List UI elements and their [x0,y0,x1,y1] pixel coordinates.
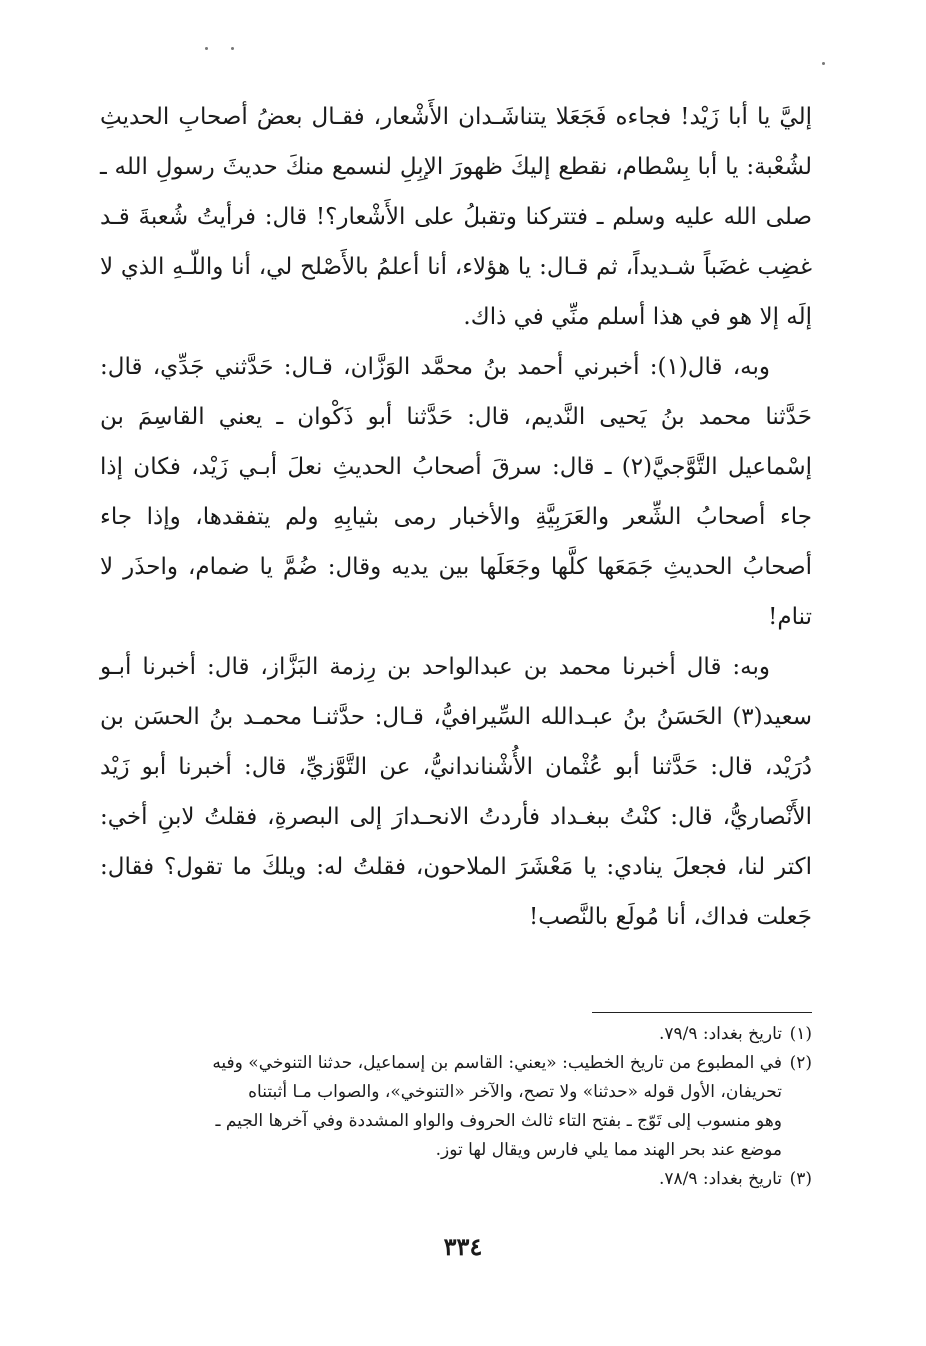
paragraph-2: وبه، قال(١): أخبرني أحمد بنُ محمَّد الوَزَّان، قـال: حَدَّثني جَدِّي، قال: حَدَّثنا محمد بنُ يَحيى النَّديم، قال: حَدَّثنا أبو ذَكْوان ـ يعني القاسِمَ بن إسْماعيل التَّوَّجيَّ(٢) ـ قال: سرقَ أصحابُ الحديثِ نعلَ أبـي زَيْد، فكان إذا جاء أصحابُ الشِّعر والعَرَبِيَّةِ والأخبار رمى بثيابِهِ ولم يتفقدها، وإذا جاء أصحابُ الحديثِ جَمَعَها كلَّها وجَعَلَها بين يديه وقال: ضُمَّ يا ضمام، واحذَر لا تنام! [100,354,812,630]
scan-speck [822,62,825,65]
footnote-number: (٢) [789,1053,812,1073]
footnote-1 [100,1020,812,1049]
footnote-3 [100,1165,812,1194]
main-text [100,92,812,942]
footnote-2-continuation: وهو منسوب إلى تَوّج ـ بفتح التاء ثالث الحروف والواو المشددة وفي آخرها الجيم ـ [215,1111,782,1131]
footnote-number: (١) [789,1024,812,1044]
footnote-number: (٣) [789,1169,812,1189]
footnotes [100,1020,812,1194]
scan-speck [231,47,234,50]
footnote-text: في المطبوع من تاريخ الخطيب: «يعني: القاسم بن إسماعيل، حدثنا التنوخي» وفيه [212,1053,782,1073]
scan-speck [205,47,208,50]
footnote-2-continuation: موضع عند بحر الهند مما يلي فارس ويقال لها توز. [435,1140,782,1160]
footnote-2-continuation: تحريفان، الأول قوله «حدثنا» ولا تصح، والآخر «التنوخي»، والصواب مـا أثبتناه [248,1082,782,1102]
footnote-separator [592,1012,812,1013]
page-number: ٣٣٤ [443,1232,483,1261]
footnote-text: تاريخ بغداد: ٧٨/٩. [658,1169,782,1189]
footnote-2 [100,1049,812,1078]
footnote-text: تاريخ بغداد: ٧٩/٩. [658,1024,782,1044]
paragraph-1: إليَّ يا أبا زَيْد! فجاءه فَجَعَلا يتناشَـدان الأَشْعار، فقـال بعضُ أصحابِ الحديثِ لشُعْبة: يا أبا بِسْطام، نقطع إليكَ ظهورَ الإبِلِ لنسمع منكَ حديثَ رسولِ الله ـ صلى الله عليه وسلم ـ فتتركنا وتقبلُ على الأَشْعار؟! قال: فرأيتُ شُعبةَ قـد غضِب غضَباً شـديداً، ثم قـال: يا هؤلاء، أنا أعلمُ بالأَصْلح لي، أنا واللّـهِ الذي لا إلَه إلا هو في هذا أسلم منِّي في ذاك. [100,104,812,330]
paragraph-3: وبه: قال أخبرنا محمد بن عبدالواحد بن رِزمة البَزَّاز، قال: أخبرنا أبـو سعيد(٣) الحَسَنُ بنُ عبـدالله السِّيرافيُّ، قـال: حدَّثنـا محمـد بنُ الحسَن بن دُرَيْد، قال: حَدَّثنا أبو عُثْمان الأُشْناندانيُّ، عن التَّوَّزيِّ، قال: أخبرنا أبو زَيْد الأَنْصاريُّ، قال: كنْتُ ببغـداد فأردتُ الانحـدارَ إلى البصرةِ، فقلتُ لابنِ أخي: اكتر لنا، فجعلَ ينادي: يا مَعْشَرَ الملاحون، فقلتُ له: ويلكَ ما تقول؟ فقال: جَعلت فداك، أنا مُولَع بالنَّصب! [100,654,812,930]
